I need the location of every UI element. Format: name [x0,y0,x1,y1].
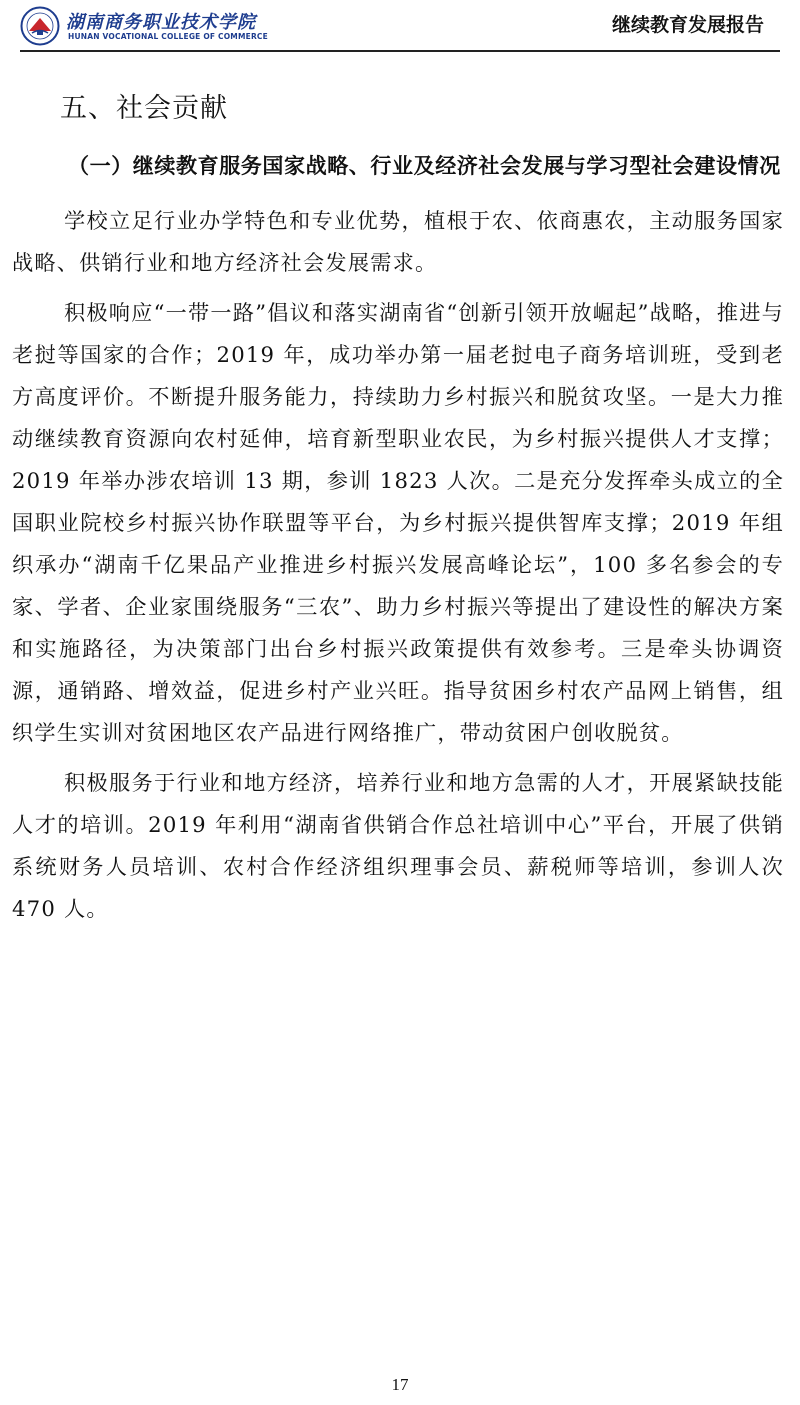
page-body [12,90,784,938]
section-heading: 五、社会贡献 [60,93,228,124]
subsection-heading: （一）继续教育服务国家战略、行业及经济社会发展与学习型社会建设情况 [68,154,781,178]
report-title: 继续教育发展报告 [611,14,764,36]
paragraph-2: 积极响应“一带一路”倡议和落实湖南省“创新引领开放崛起”战略，推进与老挝等国家的合作；2019 年，成功举办第一届老挝电子商务培训班，受到老方高度评价。不断提升服务能力，持续助力乡村振兴和脱贫攻坚。一是大力推动继续教育资源向农村延伸，培育新型职业农民，为乡村振兴提供人才支撑；2019 年举办涉农培训 13 期，参训 1823 人次。二是充分发挥牵头成立的全国职业院校乡村振兴协作联盟等平台，为乡村振兴提供智库支撑；2019 年组织承办“湖南千亿果品产业推进乡村振兴发展高峰论坛”，100 多名参会的专家、学者、企业家围绕服务“三农”、助力乡村振兴等提出了建设性的解决方案和实施路径，为决策部门出台乡村振兴政策提供有效参考。三是牵头协调资源，通销路、增效益，促进乡村产业兴旺。指导贫困乡村农产品网上销售，组织学生实训对贫困地区农产品进行网络推广，带动贫困户创收脱贫。 [12,300,784,745]
college-name-chinese: 湖南商务职业技术学院 [66,12,256,33]
college-name-english: HUNAN VOCATIONAL COLLEGE OF COMMERCE [68,32,268,41]
header-divider [20,50,780,52]
paragraph-3: 积极服务于行业和地方经济，培养行业和地方急需的人才，开展紧缺技能人才的培训。2019 年利用“湖南省供销合作总社培训中心”平台，开展了供销系统财务人员培训、农村合作经济组织理事会员、薪税师等培训，参训人次 470 人。 [12,770,784,921]
paragraph-1: 学校立足行业办学特色和专业优势，植根于农、依商惠农，主动服务国家战略、供销行业和地方经济社会发展需求。 [12,208,784,275]
page-header [0,0,800,58]
college-seal-logo [20,6,60,46]
page-number: 17 [391,1375,409,1394]
